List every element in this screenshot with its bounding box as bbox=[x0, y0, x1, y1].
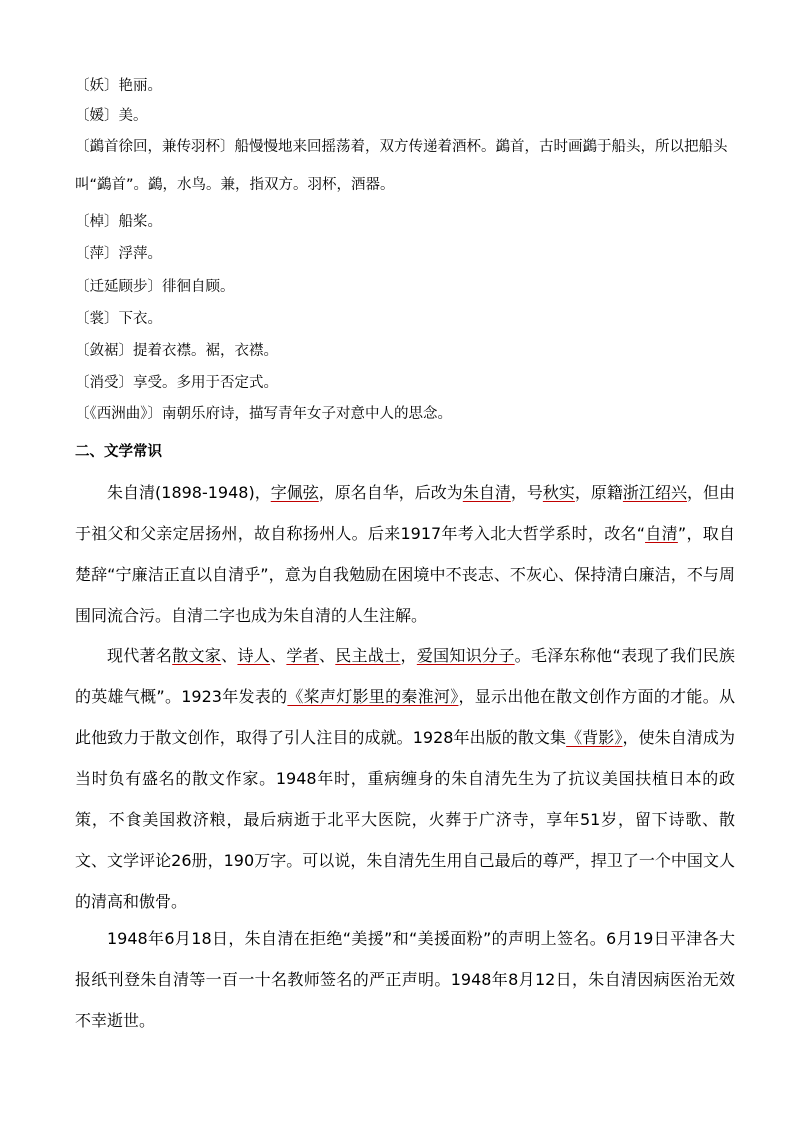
text-run: ，使朱自清成为当时负有盛名的散文作家。1948年时，重病缠身的朱自清先生为了抗议美国扶植日本的政策，不食美国救济粮，最后病逝于北平大医院，火葬于广济寺，享年51岁，留下诗歌、散文、文学评论26册，190万字。可以说，朱自清先生用自己最后的尊严，捍卫了一个中国文人的清高和傲骨。 bbox=[75, 728, 735, 911]
glossary-term: 〔裳〕 bbox=[75, 311, 119, 327]
glossary-item bbox=[75, 373, 735, 393]
underlined-term: 自清 bbox=[645, 524, 678, 543]
text-run: 现代著名 bbox=[107, 646, 173, 665]
paragraph-final-years: 1948年6月18日，朱自清在拒绝“美援”和“美援面粉”的声明上签名。6月19日平津各大报纸刊登朱自清等一百一十名教师签名的严正声明。1948年8月12日，朱自清因病医治无效不幸逝世。 bbox=[75, 929, 735, 1030]
glossary-definition: 船桨。 bbox=[118, 214, 162, 230]
glossary-item bbox=[75, 404, 735, 424]
text-run: ，显示出他在散文创作方面的才能。从此他致力于散文创作，取得了引人注目的成就。1928年出版的散文集 bbox=[75, 687, 735, 747]
text-run: 、 bbox=[318, 646, 336, 665]
underlined-term: 爱国知识分子 bbox=[416, 646, 515, 665]
glossary-term: 〔媛〕 bbox=[75, 108, 119, 124]
underlined-work-title: 《桨声灯影里的秦淮河》 bbox=[287, 687, 459, 706]
underlined-term: 散文家 bbox=[172, 646, 222, 665]
glossary-definition: 船慢慢地来回摇荡着，双方传递着酒杯。鷁首，古时画鷁于船头，所以把船头叫“鷁首”。鷁，水鸟。兼，指双方。羽杯，酒器。 bbox=[75, 139, 728, 193]
glossary-item bbox=[75, 309, 735, 329]
glossary-definition: 下衣。 bbox=[118, 311, 162, 327]
paragraph-biography bbox=[75, 472, 735, 636]
text-run: 。毛泽东称他“表现了我们民族的英雄气概”。1923年发表的 bbox=[75, 646, 735, 706]
glossary-definition: 艳丽。 bbox=[118, 78, 162, 94]
glossary-item bbox=[75, 106, 735, 126]
text-run: 朱自清(1898-1948)， bbox=[107, 483, 271, 502]
glossary-definition: 南朝乐府诗，描写青年女子对意中人的思念。 bbox=[162, 406, 452, 422]
text-run: 、 bbox=[221, 646, 238, 665]
underlined-term: 学者 bbox=[286, 646, 319, 665]
text-run: ，但由于祖父和父亲定居扬州，故自称扬州人。后来1917年考入北大哲学系时，改名“ bbox=[75, 483, 735, 543]
underlined-term: 字佩弦 bbox=[270, 483, 319, 502]
glossary-item bbox=[75, 244, 735, 264]
glossary-definition: 美。 bbox=[118, 108, 148, 124]
text-run: ，原籍 bbox=[574, 483, 623, 502]
glossary-definition: 浮萍。 bbox=[118, 246, 162, 262]
glossary-term: 〔《西洲曲》〕 bbox=[75, 406, 162, 422]
text-run: ， bbox=[400, 646, 417, 665]
glossary-item bbox=[75, 76, 735, 96]
glossary-definition: 享受。多用于否定式。 bbox=[133, 375, 278, 391]
glossary-item bbox=[75, 277, 735, 297]
paragraph-achievements bbox=[75, 635, 735, 922]
glossary-item bbox=[75, 212, 735, 232]
glossary-term: 〔消受〕 bbox=[75, 375, 133, 391]
underlined-term: 浙江绍兴 bbox=[622, 483, 687, 502]
text-run: ”，取自楚辞“宁廉洁正直以自清乎”，意为自我勉励在困境中不丧志、不灰心、保持清白廉洁，不与周围同流合污。自清二字也成为朱自清的人生注解。 bbox=[75, 524, 735, 625]
glossary-term: 〔妖〕 bbox=[75, 78, 119, 94]
glossary-item bbox=[75, 128, 735, 204]
glossary-definition: 提着衣襟。裾，衣襟。 bbox=[133, 343, 278, 359]
underlined-term: 朱自清 bbox=[462, 483, 511, 502]
text-run: ，原名自华，后改为 bbox=[318, 483, 463, 502]
underlined-term: 秋实 bbox=[542, 483, 575, 502]
text-run: ，号 bbox=[510, 483, 543, 502]
underlined-term: 诗人 bbox=[237, 646, 271, 665]
glossary-item bbox=[75, 341, 735, 361]
glossary-term: 〔棹〕 bbox=[75, 214, 119, 230]
text-run: 、 bbox=[270, 646, 287, 665]
glossary-term: 〔敛裾〕 bbox=[75, 343, 133, 359]
underlined-term: 民主战士 bbox=[335, 646, 401, 665]
glossary-term: 〔萍〕 bbox=[75, 246, 119, 262]
section-heading: 二、文学常识 bbox=[75, 444, 162, 460]
underlined-work-title: 《背影》 bbox=[566, 728, 623, 747]
glossary-term: 〔迁延顾步〕 bbox=[75, 279, 162, 295]
glossary-definition: 徘徊自顾。 bbox=[162, 279, 235, 295]
glossary-term: 〔鷁首徐回，兼传羽杯〕 bbox=[75, 139, 235, 155]
